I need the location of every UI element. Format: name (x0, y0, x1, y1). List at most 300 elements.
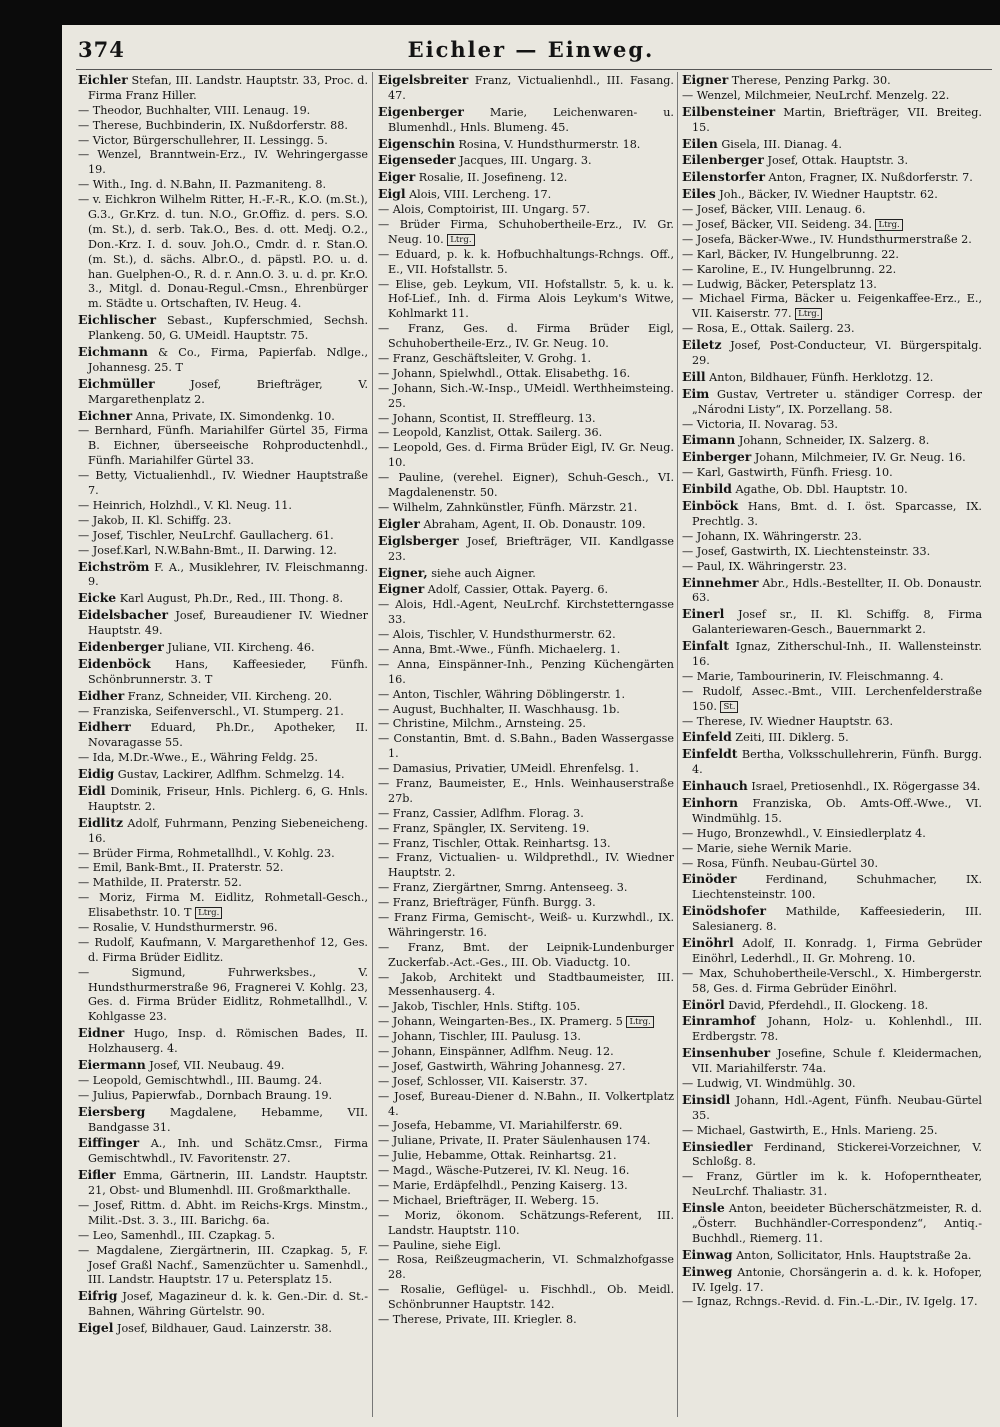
entry-name: Eiglsberger (378, 532, 459, 548)
entry-name: Eiermann (78, 1057, 146, 1072)
entry-name: Einbild (682, 481, 732, 497)
directory-entry (682, 575, 982, 607)
entry-name: Eigenberger (378, 103, 464, 119)
entry-details: Rittm. d. Abht. im Reichs-Krgs. Minstm., Milit.-Dst. 3. 3., III. Barichg. 6a. (88, 1199, 368, 1227)
entry-details: A., Inh. und Schätz.Cmsr., Firma Gemischtwhdl., IV. Favoritenstr. 27. (88, 1137, 368, 1166)
entry-name: — Pauline, (378, 471, 444, 485)
directory-entry (78, 529, 368, 544)
directory-entry (378, 516, 674, 533)
entry-name: Eidig (78, 766, 115, 782)
directory-entry (378, 501, 674, 516)
entry-name: — Johann, (378, 381, 437, 395)
entry-name: Eidner (78, 1025, 125, 1041)
entry-name: Eim (682, 385, 710, 401)
entry-name: Eichner (78, 407, 133, 423)
entry-name: — Michael, (682, 1123, 746, 1137)
directory-entry (78, 921, 368, 936)
directory-entry (378, 881, 674, 896)
entry-details: Mathilde, Kaffeesiederin, III. Salesianerg. 8. (692, 905, 982, 934)
directory-entry (682, 1139, 982, 1171)
directory-entry (78, 639, 368, 656)
entry-name: — Damasius, (378, 762, 452, 776)
entry-details: Bronzewhdl., V. Einsiedlerplatz 4. (731, 826, 926, 840)
entry-name: — Sigmund, (78, 965, 186, 979)
directory-entry (378, 72, 674, 104)
entry-name: — Franziska, (78, 704, 152, 718)
entry-details: p. k. k. Hofbuchhaltungs-Rchngs. Off., E., VII. Hofstallstr. 5. (388, 247, 674, 276)
entry-name: Eigelsbreiter (378, 72, 469, 87)
entry-name: — v. Eichkron (78, 193, 157, 207)
directory-entry (682, 278, 982, 293)
directory-entry (78, 590, 368, 607)
directory-entry (378, 643, 674, 658)
directory-entry (78, 815, 368, 847)
entry-name: Eimann (682, 432, 736, 448)
entry-details: Anton, Bildhauer, Fünfh. Herklotzg. 12. (705, 370, 934, 384)
directory-entry (378, 218, 674, 248)
entry-name: — Josef, (682, 218, 728, 232)
directory-entry (378, 1090, 674, 1120)
directory-entry (378, 382, 674, 412)
directory-entry (682, 1200, 982, 1247)
entry-details: Johann, Holz- u. Kohlenhdl., III. Erdbergstr. 78. (692, 1015, 982, 1044)
entry-details: Kanzlist, Ottak. Sailerg. 36. (441, 426, 603, 440)
directory-entry (378, 1149, 674, 1164)
entry-name: — Therese, (682, 714, 746, 728)
entry-details: Spängler, IX. Serviteng. 19. (429, 821, 590, 835)
running-head: Eichler — Einweg. (407, 37, 655, 62)
directory-entry (378, 169, 674, 186)
entry-details: Ing. d. N.Bahn, II. Pazmaniteng. 8. (126, 178, 327, 192)
entry-name: — Juliane, (378, 1134, 436, 1148)
directory-entry (682, 1092, 982, 1124)
entry-details: Stefan, III. Landstr. Hauptstr. 33, Proc. d. Firma Franz Hiller. (88, 74, 368, 102)
entry-name: — Karl, (682, 466, 725, 480)
directory-entry (78, 719, 368, 751)
entry-details: Branntwein-Erz., IV. Wehringergasse 19. (88, 148, 368, 177)
entry-name: Eigel (78, 1320, 114, 1336)
entry-name: — Constantin, (378, 732, 459, 746)
entry-name: Eidelsbacher (78, 607, 169, 623)
entry-details: Bäcker, VIII. Lenaug. 6. (727, 203, 866, 217)
entry-name: Eidherr (78, 719, 131, 735)
entry-details: Marie, Leichenwaren- u. Blumenhdl., Hnls. Blumeng. 45. (388, 105, 674, 134)
directory-entry (682, 337, 982, 369)
directory-entry (78, 705, 368, 720)
entry-details: Bertha, Volksschullehrerin, Fünfh. Burgg. 4. (692, 748, 982, 777)
entry-name: — Franz (378, 910, 427, 924)
directory-entry (682, 104, 982, 136)
entry-details: Firma, Gemischt-, Weiß- u. Kurzwhdl., IX. Währingerstr. 16. (388, 910, 674, 939)
entry-name: — Josef, (378, 1074, 424, 1088)
directory-entry (78, 119, 368, 134)
entry-details: Spielwhdl., Ottak. Elisabethg. 16. (435, 366, 631, 380)
directory-entry (78, 1025, 368, 1057)
entry-name: — Johann, (378, 366, 436, 380)
entry-name: Eidenberger (78, 638, 164, 654)
directory-entry (378, 565, 674, 582)
entry-name: Eidenböck (78, 655, 151, 671)
entry-name: — Ludwig, (682, 1077, 743, 1090)
directory-entry (78, 656, 368, 688)
directory-entry (378, 822, 674, 837)
entry-name: Eifrig (78, 1288, 118, 1304)
directory-entry (78, 408, 368, 425)
entry-details: Bmt. der Leipnik-Lundenburger Zuckerfab.-Act.-Ges., III. Ob. Viaductg. 10. (388, 940, 674, 969)
entry-name: — Franz, (378, 836, 430, 850)
entry-details: Wäsche-Putzerei, IV. Kl. Neug. 16. (432, 1164, 630, 1178)
entry-name: — Ignaz, (682, 1295, 732, 1309)
directory-entry (78, 861, 368, 876)
directory-entry (78, 966, 368, 1026)
entry-details: Bürgerschullehrer, II. Lessingg. 5. (129, 133, 328, 147)
entry-details: Bank-Bmt., II. Praterstr. 52. (122, 861, 284, 875)
entry-details: Private, II. Prater Säulenhausen 174. (435, 1134, 651, 1148)
entry-name: — Josef, (378, 1059, 424, 1073)
entry-tag: Ltrg. (447, 234, 474, 246)
entry-name: — Leo, (78, 1228, 118, 1242)
entry-name: — Josefa, (378, 1119, 431, 1133)
entry-name: Eilen (682, 135, 718, 151)
entry-name: — Victoria, (682, 417, 745, 431)
directory-entry (682, 778, 982, 795)
directory-entry (78, 514, 368, 529)
directory-entry (682, 729, 982, 746)
entry-details: Gastwirth, Fünfh. Friesg. 10. (724, 466, 893, 480)
directory-entry (378, 1194, 674, 1209)
entry-name: — Moriz, (378, 1208, 441, 1222)
directory-entry (378, 717, 674, 732)
entry-details: Papierwfab., Dornbach Braung. 19. (128, 1088, 333, 1102)
entry-details: Victualienhdl., IV. Wiedner Hauptstraße 7. (88, 469, 368, 498)
entry-name: Eilenstorfer (682, 169, 765, 185)
entry-details: II. Kl. Schiffg. 23. (128, 513, 232, 527)
entry-details: Magdalene, Hebamme, VII. Bandgasse 31. (88, 1105, 368, 1134)
entry-details: Gustav, Lackirer, Adlfhm. Schmelzg. 14. (114, 768, 345, 782)
entry-name: Eigner, (378, 564, 428, 580)
entry-name: — Jakob, (378, 970, 437, 984)
entry-details: Tambourinerin, IV. Fleischmanng. 4. (733, 669, 944, 683)
entry-name: — Betty, (78, 469, 128, 483)
entry-details: Milchm., Arnsteing. 25. (448, 717, 586, 731)
entry-details: E., IV. Hungelbrunng. 22. (748, 262, 897, 276)
directory-entry (682, 935, 982, 967)
directory-entry (378, 896, 674, 911)
entry-name: Eigner (378, 581, 425, 597)
directory-entry (682, 842, 982, 857)
entry-name: Eilenberger (682, 152, 764, 168)
entry-details: Martin, Briefträger, VII. Breiteg. 15. (692, 105, 982, 134)
directory-entry (682, 72, 982, 89)
directory-entry (378, 941, 674, 971)
entry-name: — Franz, (378, 776, 433, 790)
entry-name: — Wenzel, (78, 148, 142, 162)
entry-name: — Johann, (378, 1030, 436, 1044)
directory-entry (78, 607, 368, 639)
entry-details: Private, III. Kriegler. 8. (441, 1313, 577, 1327)
entry-name: — Josef, (78, 1199, 126, 1213)
entry-details: Sebast., Kupferschmied, Sechsh. Plankeng. 50, G. UMeidl. Hauptstr. 75. (88, 314, 368, 343)
entry-details: Josef, Bildhauer, Gaud. Lainzerstr. 38. (113, 1322, 332, 1336)
entry-details: Einspänner, Adlfhm. Neug. 12. (435, 1045, 614, 1058)
entry-tag: St. (720, 701, 738, 713)
directory-entry (378, 136, 674, 153)
directory-entry (78, 1167, 368, 1199)
entry-details: Ges. d. Firma Brüder Eigl, IV. Gr. Neug. 10. (388, 441, 674, 470)
directory-entry (378, 1283, 674, 1313)
entry-name: Eiersberg (78, 1103, 146, 1119)
entry-name: — Rosa, (378, 1253, 428, 1267)
entry-details: & Co., Firma, Papierfab. Ndlge., Johannesg. 25. T (88, 346, 368, 374)
directory-entry (682, 560, 982, 575)
directory-entry (682, 1170, 982, 1200)
entry-name: — Josef.Karl, (78, 543, 152, 557)
directory-entry (682, 292, 982, 322)
directory-entry (378, 1209, 674, 1239)
directory-entry (682, 233, 982, 248)
directory-entry (682, 903, 982, 935)
directory-entry (78, 936, 368, 966)
entry-name: Eigenseder (378, 152, 456, 168)
entry-name: — Marie, (378, 1179, 430, 1193)
directory-entry (78, 688, 368, 705)
directory-entry (682, 89, 982, 104)
entry-name: — Julie, (378, 1149, 422, 1163)
entry-name: Einsle (682, 1200, 725, 1216)
directory-entry (378, 1253, 674, 1283)
directory-entry (378, 248, 674, 278)
directory-column-3 (682, 72, 982, 1422)
directory-entry (682, 263, 982, 278)
entry-details: Bäcker, IV. Hungelbrunng. 22. (724, 247, 899, 261)
entry-details: Comptoirist, III. Ungarg. 57. (424, 203, 590, 217)
entry-name: Einböck (682, 498, 739, 514)
entry-details: Gürtler im k. k. Hofoperntheater, NeuLrchf. Thaliastr. 31. (692, 1170, 982, 1199)
entry-details: Adolf, II. Konradg. 1, Firma Gebrüder Einöhrl, Lederhdl., II. Gr. Mohreng. 10. (692, 936, 982, 965)
directory-entry (78, 1288, 368, 1320)
directory-entry (682, 1264, 982, 1296)
entry-name: Einramhof (682, 1013, 756, 1029)
entry-name: Einhauch (682, 778, 748, 794)
entry-name: Eichlischer (78, 312, 157, 328)
entry-name: — Rudolf, (682, 684, 743, 698)
entry-details: Josef, Bureaudiener IV. Wiedner Hauptstr. 49. (88, 609, 368, 638)
entry-name: — Rosalie, (378, 1283, 446, 1297)
directory-entry (78, 1135, 368, 1167)
directory-entry (378, 203, 674, 218)
directory-entry (378, 104, 674, 136)
directory-entry (378, 441, 674, 471)
directory-entry (682, 203, 982, 218)
entry-name: — Franz, (378, 940, 445, 954)
directory-entry (78, 344, 368, 376)
directory-entry (378, 1015, 674, 1030)
column-divider (677, 72, 678, 1417)
entry-name: Eilbensteiner (682, 103, 776, 119)
entry-details: Dominik, Friseur, Hnls. Pichlerg. 6, G. Hnls. Hauptstr. 2. (88, 784, 368, 813)
entry-details: Firma, Bäcker u. Feigenkaffee-Erz., E., VII. Kaiserstr. 77. (692, 292, 982, 321)
entry-details: Josef, Briefträger, VII. Kandlgasse 23. (388, 534, 674, 563)
entry-details: Adolf, Fuhrmann, Penzing Siebeneicheng. 16. (88, 816, 368, 845)
entry-name: — Rosa, (682, 322, 728, 336)
entry-details: (verehel. Eigner), Schuh-Gesch., VI. Magdalenenstr. 50. (388, 471, 674, 500)
entry-name: — Therese, (378, 1313, 442, 1327)
entry-details: Sich.-W.-Insp., UMeidl. Werthheimsteing. 25. (388, 381, 674, 410)
entry-details: David, Pferdehdl., II. Glockeng. 18. (724, 998, 929, 1012)
entry-name: Eichström (78, 558, 150, 574)
directory-entry (78, 178, 368, 193)
directory-entry (378, 278, 674, 323)
directory-entry (682, 545, 982, 560)
entry-name: Eidl (78, 782, 106, 798)
entry-details: Fuhrwerksbes., V. Hundsthurmerstraße 96, Fragnerei V. Kohlg. 23, Ges. d. Firma Brüder Eidlitz, Rohmetallhdl., V. Kohlgasse 23. (88, 965, 368, 1024)
entry-name: — Brüder (78, 846, 133, 860)
entry-details: Schlosser, VII. Kaiserstr. 37. (423, 1074, 588, 1088)
entry-name: — Pauline, (378, 1238, 439, 1252)
entry-details: Anton, beeideter Bücherschätzmeister, R. d. „Österr. Buchhändler-Correspondenz“, Antiq.-Buchhdl., Riemerg. 11. (692, 1202, 982, 1245)
directory-entry (378, 1119, 674, 1134)
directory-entry (682, 795, 982, 827)
entry-details: Gemischtwhdl., III. Baumg. 24. (141, 1073, 323, 1087)
directory-entry (682, 218, 982, 233)
entry-name: — Christine, (378, 717, 449, 731)
entry-name: — Franz, (682, 1170, 743, 1184)
entry-name: — Brüder (378, 218, 440, 232)
directory-entry (378, 322, 674, 352)
entry-name: — Bernhard, (78, 424, 152, 438)
directory-entry (78, 559, 368, 591)
entry-name: — Michael, (378, 1193, 442, 1207)
entry-name: — Rudolf, (78, 935, 135, 949)
entry-details: Eduard, Ph.Dr., Apotheker, II. Novaragasse 55. (88, 721, 368, 750)
directory-entry (378, 426, 674, 441)
entry-name: Einnehmer (682, 574, 759, 590)
directory-entry (378, 688, 674, 703)
directory-entry (682, 967, 982, 997)
entry-name: — Johann, (378, 1045, 436, 1058)
entry-details: Tischler, NeuLrchf. Gaullacherg. 61. (123, 528, 334, 542)
directory-entry (378, 777, 674, 807)
entry-details: Seifenverschl., VI. Stumperg. 21. (151, 704, 344, 718)
entry-details: Hugo, Insp. d. Römischen Bades, II. Holzhauserg. 4. (88, 1027, 368, 1056)
directory-entry (378, 851, 674, 881)
directory-entry (78, 424, 368, 469)
entry-name: Eigler (378, 515, 420, 531)
entry-details: Erdäpfelhdl., Penzing Kaiserg. 13. (429, 1179, 628, 1193)
directory-entry (78, 783, 368, 815)
directory-entry (378, 1075, 674, 1090)
entry-details: Einspänner-Inh., Penzing Küchengärten 16. (388, 657, 674, 686)
entry-name: Einöhrl (682, 934, 734, 950)
directory-entry (378, 1000, 674, 1015)
directory-entry (78, 1244, 368, 1289)
directory-entry (78, 1320, 368, 1337)
entry-details: Gustav, Vertreter u. ständiger Corresp. der „Národni Listy“, IX. Porzellang. 58. (692, 387, 982, 416)
entry-name: — Alois, (378, 628, 425, 642)
directory-entry (78, 876, 368, 891)
entry-details: IV. Wiedner Hauptstr. 63. (745, 714, 894, 728)
entry-details: Tischler, Währing Döblingerstr. 1. (430, 687, 626, 701)
entry-details: Ziergärtner, Smrng. Antenseeg. 3. (429, 881, 628, 895)
entry-details: Rchngs.-Revid. d. Fin.-L.-Dir., IV. Igelg. 17. (731, 1295, 978, 1309)
entry-details: Alois, VIII. Lercheng. 17. (405, 188, 552, 202)
entry-details: Josef, Magazineur d. k. k. Gen.-Dir. d. St.-Bahnen, Währing Gürtelstr. 90. (88, 1290, 368, 1319)
entry-details: E., Ottak. Sailerg. 23. (727, 322, 855, 336)
directory-entry (78, 1057, 368, 1074)
directory-entry (78, 847, 368, 862)
entry-name: — Ida, (78, 751, 115, 765)
entry-details: Josefine, Schule f. Kleidermachen, VII. Mariahilferstr. 74a. (692, 1047, 982, 1076)
entry-name: Einödshofer (682, 903, 767, 919)
entry-details: Ferdinand, Schuhmacher, IX. Liechtensteinstr. 100. (692, 873, 982, 902)
entry-name: — Ludwig, (682, 277, 743, 291)
directory-entry (378, 658, 674, 688)
entry-details: Josef, VII. Neubaug. 49. (145, 1059, 285, 1072)
entry-name: Eichmüller (78, 375, 155, 391)
entry-details: Zeiti, III. Diklerg. 5. (731, 731, 849, 745)
directory-entry (378, 911, 674, 941)
directory-entry (78, 72, 368, 104)
entry-name: — Heinrich, (78, 498, 146, 512)
entry-name: — Marie, (682, 669, 734, 683)
entry-details: Assec.-Bmt., VIII. Lerchenfelderstraße 150. (692, 684, 982, 713)
entry-details: Baumeister, E., Hnls. Weinhauserstraße 27b. (388, 776, 674, 805)
entry-details: Ferdinand, Stickerei-Vorzeichner, V. Schloßg. 8. (692, 1140, 982, 1169)
directory-column-2 (378, 72, 674, 1422)
directory-entry (682, 685, 982, 715)
entry-name: Einöder (682, 871, 737, 887)
entry-details: Gastwirth, Währing Johannesg. 27. (423, 1059, 626, 1073)
entry-name: Eicke (78, 590, 117, 606)
entry-name: — Franz, (378, 881, 430, 895)
entry-tag: Ltrg. (795, 308, 822, 320)
entry-name: — Julius, (78, 1088, 129, 1102)
entry-details: Briefträger, II. Weberg. 15. (441, 1193, 600, 1207)
entry-name: Eifler (78, 1167, 116, 1183)
directory-entry (682, 418, 982, 433)
entry-name: — Franz, (378, 806, 430, 820)
directory-entry (78, 544, 368, 559)
entry-details: Hans, Bmt. d. I. öst. Sparcasse, IX. Prechtlg. 3. (692, 500, 982, 528)
entry-details: Agathe, Ob. Dbl. Hauptstr. 10. (731, 483, 908, 497)
directory-entry (78, 148, 368, 178)
entry-name: — Alois, (378, 203, 425, 217)
entry-details: Holzhdl., V. Kl. Neug. 11. (145, 498, 292, 512)
entry-details: Joh., Bäcker, IV. Wiedner Hauptstr. 62. (715, 188, 938, 202)
directory-entry (378, 412, 674, 427)
entry-name: — Johann, (682, 529, 740, 543)
entry-name: — Karoline, (682, 262, 749, 276)
entry-details: Kaufmann, V. Margarethenhof 12, Ges. d. Firma Brüder Eidlitz. (88, 935, 368, 964)
entry-details: Bäcker-Wwe., IV. Hundsthurmerstraße 2. (734, 232, 972, 246)
entry-name: — August, (378, 702, 437, 716)
entry-name: Einerl (682, 606, 725, 622)
entry-name: — Leopold, (78, 1073, 142, 1087)
entry-details: Karl August, Ph.Dr., Red., III. Thong. 8. (116, 592, 344, 606)
directory-entry (78, 766, 368, 783)
directory-entry (682, 248, 982, 263)
entry-name: Einwag (682, 1246, 733, 1262)
entry-details: Abr., Hdls.-Bestellter, II. Ob. Donaustr. 63. (692, 576, 982, 605)
entry-details: Josef sr., II. Kl. Schiffg. 8, Firma Galanteriewaren-Gesch., Bauernmarkt 2. (692, 608, 982, 637)
directory-entry (682, 152, 982, 169)
entry-details: Tischler, Ottak. Reinhartsg. 13. (429, 836, 611, 850)
entry-name: — Josef, (78, 528, 124, 542)
directory-entry (682, 530, 982, 545)
entry-details: Hans, Kaffeesieder, Fünfh. Schönbrunnerstr. 3. T (88, 657, 368, 686)
entry-details: Milchmeier, NeuLrchf. Menzelg. 22. (740, 88, 950, 102)
entry-details: Gastwirth, IX. Liechtensteinstr. 33. (727, 544, 931, 558)
